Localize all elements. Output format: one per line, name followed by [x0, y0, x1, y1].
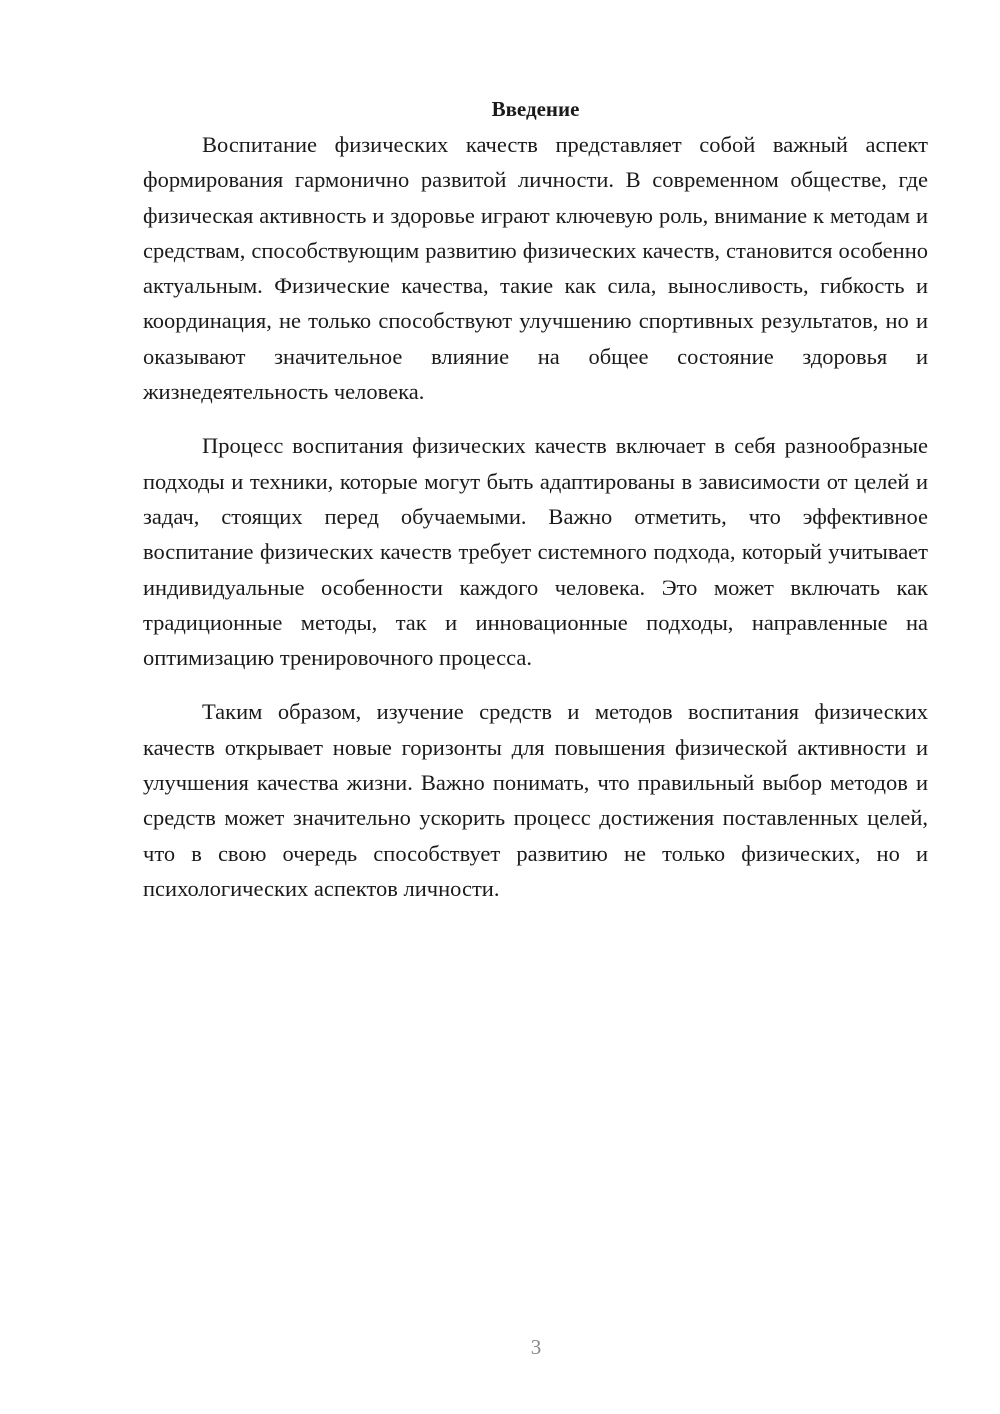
page-number: 3 [530, 1335, 542, 1359]
page-content [143, 92, 928, 906]
paragraph-1: Воспитание физических качеств представляет собой важный аспект формирования гармонично развитой личности. В современном обществе, где физическая активность и здоровье играют ключевую роль, внимание к методам и средствам, способствующим развитию физических качеств, становится особенно актуальным. Физические качества, такие как сила, выносливость, гибкость и координация, не только способствуют улучшению спортивных результатов, но и оказывают значительное влияние на общее состояние здоровья и жизнедеятельность человека. [143, 132, 928, 405]
paragraph-3: Таким образом, изучение средств и методов воспитания физических качеств открывает новые горизонты для повышения физической активности и улучшения качества жизни. Важно понимать, что правильный выбор методов и средств может значительно ускорить процесс достижения поставленных целей, что в свою очередь способствует развитию не только физических, но и психологических аспектов личности. [143, 699, 928, 901]
section-title: Введение [491, 97, 580, 121]
paragraph-2: Процесс воспитания физических качеств включает в себя разнообразные подходы и техники, которые могут быть адаптированы в зависимости от целей и задач, стоящих перед обучаемыми. Важно отметить, что эффективное воспитание физических качеств требует системного подхода, который учитывает индивидуальные особенности каждого человека. Это может включать как традиционные методы, так и инновационные подходы, направленные на оптимизацию тренировочного процесса. [143, 433, 928, 671]
